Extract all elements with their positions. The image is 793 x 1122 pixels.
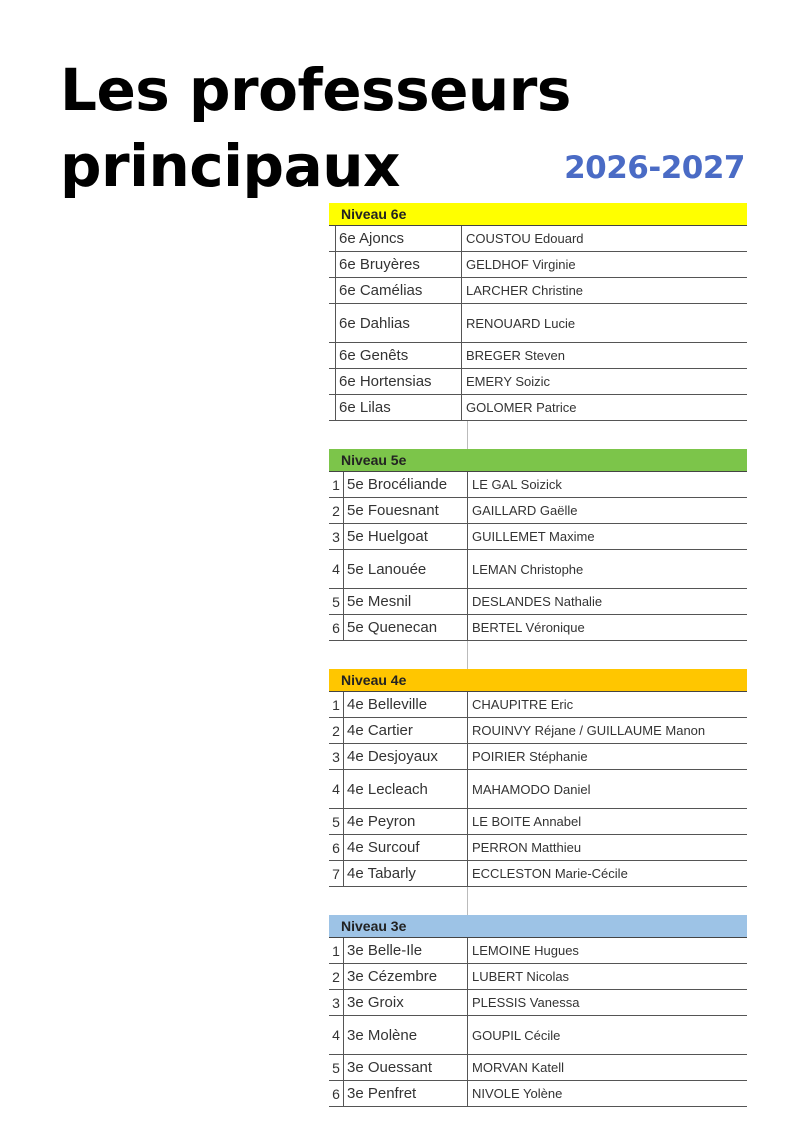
row-number: 3 <box>332 528 340 545</box>
class-name: 6e Dahlias <box>335 304 465 342</box>
table-row <box>329 835 747 861</box>
class-name: 4e Lecleach <box>343 770 471 808</box>
table-row <box>329 1055 747 1081</box>
class-name: 3e Cézembre <box>343 964 471 989</box>
class-name: 3e Belle-Ile <box>343 938 471 963</box>
teacher-name: NIVOLE Yolène <box>467 1081 747 1106</box>
table-row <box>329 226 747 252</box>
class-name: 6e Genêts <box>335 343 465 368</box>
teacher-name: COUSTOU Edouard <box>461 226 747 251</box>
row-number: 4 <box>332 781 340 797</box>
row-number: 4 <box>332 561 340 577</box>
class-name: 5e Fouesnant <box>343 498 471 523</box>
class-name: 5e Mesnil <box>343 589 471 614</box>
table-row <box>329 369 747 395</box>
table-row <box>329 964 747 990</box>
table-row <box>329 472 747 498</box>
teacher-name: LUBERT Nicolas <box>467 964 747 989</box>
teacher-name: MAHAMODO Daniel <box>467 770 747 808</box>
table-row <box>329 343 747 369</box>
class-name: 6e Camélias <box>335 278 465 303</box>
teacher-name: EMERY Soizic <box>461 369 747 394</box>
level-4e-section <box>329 669 747 887</box>
table-row <box>329 252 747 278</box>
table-row <box>329 524 747 550</box>
teacher-name: GELDHOF Virginie <box>461 252 747 277</box>
teacher-name: CHAUPITRE Eric <box>467 692 747 717</box>
row-number: 5 <box>332 813 340 830</box>
table-row <box>329 744 747 770</box>
teacher-name: PLESSIS Vanessa <box>467 990 747 1015</box>
table-row <box>329 395 747 421</box>
level-header-label: Niveau 4e <box>341 672 407 688</box>
row-number: 1 <box>332 696 340 713</box>
row-number: 7 <box>332 865 340 882</box>
teacher-name: LE GAL Soizick <box>467 472 747 497</box>
row-number: 4 <box>332 1027 340 1043</box>
class-name: 4e Peyron <box>343 809 471 834</box>
class-name: 5e Huelgoat <box>343 524 471 549</box>
table-row <box>329 692 747 718</box>
row-number: 6 <box>332 1085 340 1102</box>
class-name: 3e Groix <box>343 990 471 1015</box>
teacher-name: LEMOINE Hugues <box>467 938 747 963</box>
class-name: 4e Surcouf <box>343 835 471 860</box>
teacher-name: GUILLEMET Maxime <box>467 524 747 549</box>
page-title: Les professeurs principaux <box>60 56 571 200</box>
class-name: 5e Brocéliande <box>343 472 471 497</box>
teacher-name: MORVAN Katell <box>467 1055 747 1080</box>
level-header <box>329 915 747 938</box>
section-gap <box>329 641 747 669</box>
row-number: 6 <box>332 839 340 856</box>
teacher-name: DESLANDES Nathalie <box>467 589 747 614</box>
row-number: 6 <box>332 619 340 636</box>
table-row <box>329 718 747 744</box>
table-row <box>329 615 747 641</box>
teacher-name: LARCHER Christine <box>461 278 747 303</box>
class-name: 5e Lanouée <box>343 550 471 588</box>
class-name: 6e Ajoncs <box>335 226 465 251</box>
teacher-name: ROUINVY Réjane / GUILLAUME Manon <box>467 718 747 743</box>
table-row <box>329 498 747 524</box>
teacher-name: GOLOMER Patrice <box>461 395 747 420</box>
table-row <box>329 1016 747 1055</box>
row-number: 2 <box>332 502 340 519</box>
class-name: 3e Ouessant <box>343 1055 471 1080</box>
class-name: 4e Cartier <box>343 718 471 743</box>
section-gap <box>329 887 747 915</box>
level-5e-section <box>329 449 747 641</box>
table-row <box>329 990 747 1016</box>
teacher-name: LE BOITE Annabel <box>467 809 747 834</box>
teacher-name: POIRIER Stéphanie <box>467 744 747 769</box>
table-row <box>329 809 747 835</box>
table-row <box>329 304 747 343</box>
class-name: 6e Hortensias <box>335 369 465 394</box>
table-row <box>329 770 747 809</box>
row-number: 5 <box>332 1059 340 1076</box>
class-name: 3e Molène <box>343 1016 471 1054</box>
table-row <box>329 861 747 887</box>
row-number: 5 <box>332 593 340 610</box>
teacher-name: GOUPIL Cécile <box>467 1016 747 1054</box>
table-row <box>329 550 747 589</box>
table-row <box>329 589 747 615</box>
row-number: 2 <box>332 722 340 739</box>
level-header <box>329 669 747 692</box>
teachers-table <box>329 203 747 1107</box>
teacher-name: ECCLESTON Marie-Cécile <box>467 861 747 886</box>
class-name: 3e Penfret <box>343 1081 471 1106</box>
table-row <box>329 1081 747 1107</box>
section-gap <box>329 421 747 449</box>
row-number: 1 <box>332 476 340 493</box>
level-3e-section <box>329 915 747 1107</box>
level-header-label: Niveau 6e <box>341 206 407 222</box>
row-number: 2 <box>332 968 340 985</box>
teacher-name: RENOUARD Lucie <box>461 304 747 342</box>
class-name: 6e Bruyères <box>335 252 465 277</box>
class-name: 4e Tabarly <box>343 861 471 886</box>
row-number: 1 <box>332 942 340 959</box>
level-header-label: Niveau 3e <box>341 918 407 934</box>
table-row <box>329 938 747 964</box>
school-year: 2026-2027 <box>564 150 745 186</box>
teacher-name: BREGER Steven <box>461 343 747 368</box>
class-name: 4e Belleville <box>343 692 471 717</box>
table-row <box>329 278 747 304</box>
teacher-name: GAILLARD Gaëlle <box>467 498 747 523</box>
row-number: 3 <box>332 748 340 765</box>
teacher-name: BERTEL Véronique <box>467 615 747 640</box>
class-name: 6e Lilas <box>335 395 465 420</box>
class-name: 4e Desjoyaux <box>343 744 471 769</box>
level-header <box>329 449 747 472</box>
class-name: 5e Quenecan <box>343 615 471 640</box>
level-header <box>329 203 747 226</box>
teacher-name: PERRON Matthieu <box>467 835 747 860</box>
teacher-name: LEMAN Christophe <box>467 550 747 588</box>
level-6e-section <box>329 203 747 421</box>
row-number: 3 <box>332 994 340 1011</box>
level-header-label: Niveau 5e <box>341 452 407 468</box>
